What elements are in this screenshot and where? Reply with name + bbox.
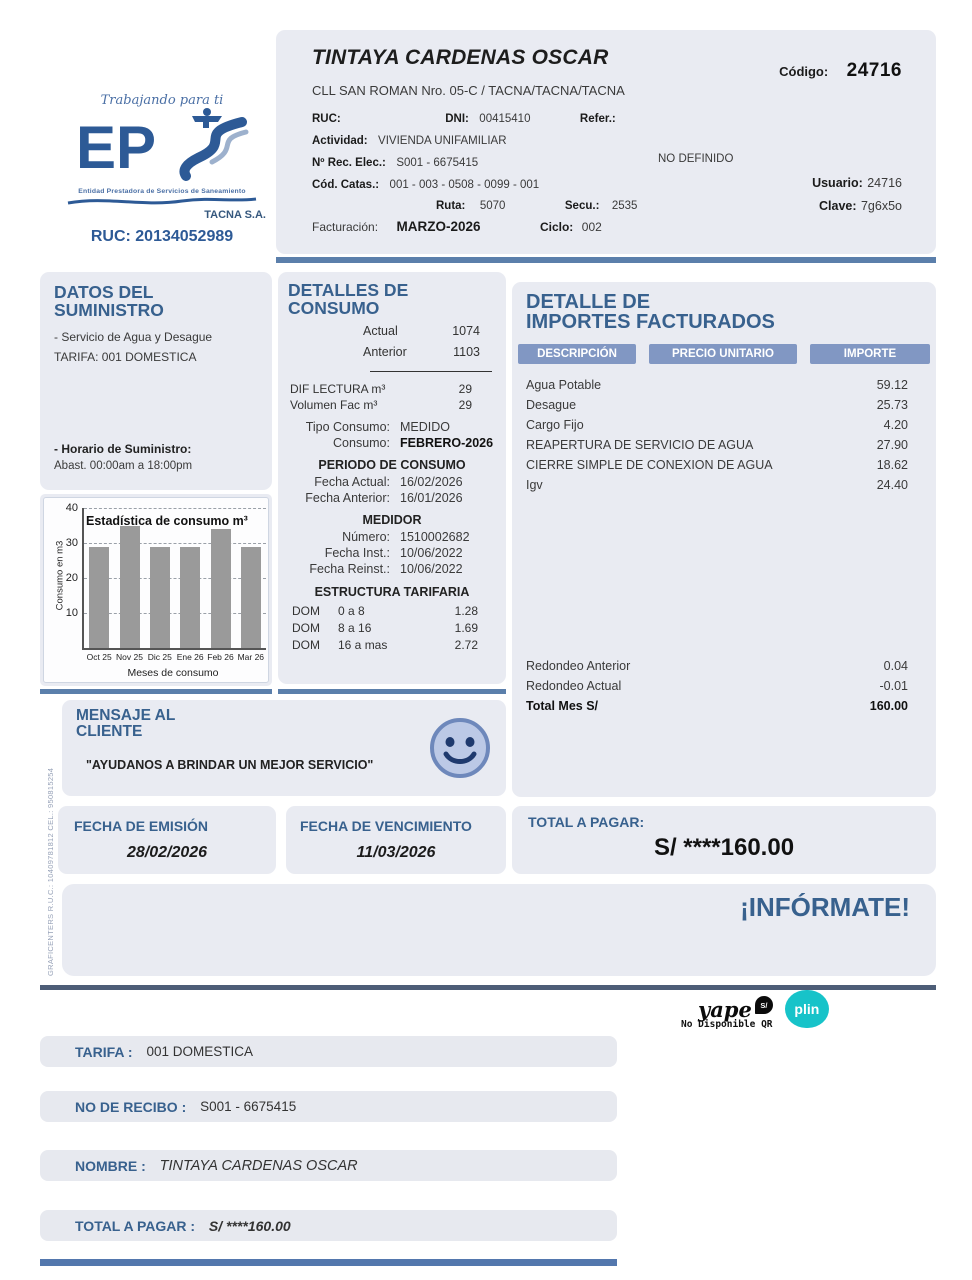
vencimiento-panel (286, 806, 506, 874)
nombre-row-value: TINTAYA CARDENAS OSCAR (159, 1157, 358, 1174)
no-definido: NO DEFINIDO (658, 153, 734, 165)
suministro-panel (40, 272, 272, 490)
codigo-value: 24716 (846, 60, 902, 81)
importe-amount: 4.20 (883, 418, 908, 432)
chart-xtick: Ene 26 (176, 652, 204, 662)
numero-label: Número: (342, 530, 390, 544)
redondeo-anterior-label: Redondeo Anterior (526, 659, 631, 673)
nombre-row (40, 1150, 617, 1181)
informate-text: ¡INFÓRMATE! (740, 892, 910, 922)
actividad-value: VIVIENDA UNIFAMILIAR (378, 135, 507, 147)
reinst-label: Fecha Reinst.: (309, 562, 390, 576)
tipo-label: Tipo Consumo: (305, 420, 390, 434)
ciclo-value: 002 (581, 220, 602, 234)
tarifaria-price: 1.28 (454, 604, 478, 618)
dni-label: DNI: (445, 113, 469, 125)
secu-value: 2535 (611, 200, 638, 212)
logo-ruc: RUC: 20134052989 (90, 228, 234, 245)
importes-panel (512, 282, 936, 797)
eps-logo-icon (74, 108, 250, 182)
vencimiento-value: 11/03/2026 (356, 844, 436, 861)
importe-amount: 59.12 (876, 378, 908, 392)
col-descripcion: DESCRIPCIÓN (518, 344, 636, 364)
chart-xtick: Oct 25 (86, 652, 112, 662)
chart-bar (120, 526, 140, 649)
tarifa-row-value: 001 DOMESTICA (146, 1044, 253, 1059)
customer-name: TINTAYA CARDENAS OSCAR (312, 46, 609, 69)
svg-text:EP: EP (76, 114, 157, 181)
suministro-tarifa: TARIFA: 001 DOMESTICA (54, 350, 197, 364)
no-qr-text: No Disponible QR (681, 1019, 773, 1030)
total-row-value: S/ ****160.00 (208, 1217, 291, 1234)
rec-elec-label: Nº Rec. Elec.: (312, 157, 386, 169)
clave-value: 7g6x5o (860, 199, 902, 213)
vol-value: 29 (458, 398, 472, 412)
tarifaria-price: 1.69 (454, 621, 478, 635)
total-mes-label: Total Mes S/ (526, 699, 599, 713)
fecha-actual-value: 16/02/2026 (400, 475, 463, 489)
col-importe: IMPORTE (810, 344, 930, 364)
importe-amount: 27.90 (876, 438, 908, 452)
catas-value: 001 - 003 - 0508 - 0099 - 001 (389, 179, 540, 191)
importe-desc: CIERRE SIMPLE DE CONEXION DE AGUA (526, 458, 773, 472)
vencimiento-label: FECHA DE VENCIMIENTO (300, 818, 472, 834)
chart-xlabel: Meses de consumo (127, 667, 219, 679)
importe-amount: 18.62 (876, 458, 908, 472)
importe-desc: Agua Potable (526, 378, 602, 392)
chart-xtick: Mar 26 (237, 652, 265, 662)
codigo-label: Código: (779, 64, 829, 79)
mensaje-text: "AYUDANOS A BRINDAR UN MEJOR SERVICIO" (86, 758, 374, 772)
left-col-divider (40, 689, 272, 694)
importe-amount: 24.40 (876, 478, 908, 492)
printer-credit: GRAFICENTERS R.U.C.: 10409781812 CEL.: 950815254 (46, 767, 55, 976)
ciclo-label: Ciclo: (539, 220, 574, 234)
clave-label: Clave: (819, 199, 857, 213)
tarifaria-range: 16 a mas (338, 638, 388, 652)
inst-label: Fecha Inst.: (324, 546, 390, 560)
chart-xtick: Dic 25 (147, 652, 172, 662)
inst-value: 10/06/2022 (400, 546, 463, 560)
importes-title-1: DETALLE DE (526, 291, 651, 313)
chart-plot (65, 502, 266, 662)
total-pagar-panel (512, 806, 936, 874)
s-swoosh (185, 122, 243, 176)
logo-subtitle: Entidad Prestadora de Servicios de Saneamiento (78, 188, 246, 195)
mensaje-panel (62, 700, 506, 796)
emision-value: 28/02/2026 (126, 844, 208, 861)
total-row (40, 1210, 617, 1241)
importe-row (512, 455, 936, 475)
tarifaria-range: 8 a 16 (338, 621, 372, 635)
total-mes-value: 160.00 (869, 699, 908, 713)
importe-desc: REAPERTURA DE SERVICIO DE AGUA (526, 438, 754, 452)
logo-tagline: Trabajando para ti (100, 93, 224, 108)
chart-ytick: 20 (65, 572, 78, 584)
chart-bar (150, 547, 170, 649)
chart-bar (180, 547, 200, 649)
customer-address: CLL SAN ROMAN Nro. 05-C / TACNA/TACNA/TACNA (312, 83, 625, 98)
total-mes-row (512, 696, 936, 716)
chart-ytick: 40 (65, 502, 78, 514)
horario-value: Abast. 00:00am a 18:00pm (54, 460, 193, 472)
chart-bar (89, 547, 109, 649)
horario-label: - Horario de Suministro: (54, 442, 192, 456)
chart-gridline (84, 578, 266, 579)
importe-row (512, 435, 936, 455)
fecha-anterior-label: Fecha Anterior: (305, 491, 390, 505)
suministro-servicio: - Servicio de Agua y Desague (54, 330, 213, 344)
chart-bar (241, 547, 261, 649)
tarifaria-row (278, 621, 506, 635)
consumo-title-1: DETALLES DE (288, 280, 409, 300)
logo-city: TACNA S.A. (204, 209, 266, 221)
actividad-label: Actividad: (312, 135, 368, 147)
recibo-row (40, 1091, 617, 1122)
eps-logo (58, 93, 266, 246)
dni-value: 00415410 (479, 113, 531, 125)
rec-elec-value: S001 - 6675415 (396, 157, 479, 169)
fecha-actual-label: Fecha Actual: (314, 475, 390, 489)
importe-row (512, 375, 936, 395)
reinst-value: 10/06/2022 (400, 562, 463, 576)
smiley-icon (428, 716, 492, 780)
total-pagar-value: S/ ****160.00 (653, 834, 795, 861)
tarifaria-cat: DOM (292, 638, 320, 652)
importe-row (512, 395, 936, 415)
importe-desc: Desague (526, 398, 577, 412)
chart-xtick: Nov 25 (116, 652, 143, 662)
actual-label: Actual (363, 324, 398, 338)
total-row-label: TOTAL A PAGAR : (75, 1217, 199, 1234)
bottom-divider (40, 1259, 617, 1266)
mensaje-title-2: CLIENTE (76, 722, 143, 740)
redondeo-anterior-value: 0.04 (883, 659, 908, 673)
importe-row (512, 415, 936, 435)
consumo-mes-value: FEBRERO-2026 (400, 436, 494, 450)
chart-gridline (84, 508, 266, 509)
ruc-label: RUC: (312, 113, 341, 125)
chart-gridline (84, 543, 266, 544)
actual-value: 1074 (452, 324, 480, 338)
facturacion-label: Facturación: (312, 220, 379, 234)
ruta-label: Ruta: (436, 200, 466, 212)
ruta-value: 5070 (479, 200, 506, 212)
recibo-row-value: S001 - 6675415 (200, 1099, 297, 1114)
refer-label: Refer.: (579, 113, 616, 125)
emision-label: FECHA DE EMISIÓN (74, 818, 209, 834)
anterior-value: 1103 (453, 345, 480, 359)
redondeo-actual-value: -0.01 (879, 679, 908, 693)
usuario-label: Usuario: (812, 176, 863, 190)
tarifaria-cat: DOM (292, 621, 320, 635)
chart-ytick: 30 (65, 537, 78, 549)
vol-label: Volumen Fac m³ (290, 398, 378, 412)
catas-label: Cód. Catas.: (312, 179, 380, 191)
logo-wave-icon (62, 196, 262, 208)
consumo-title-2: CONSUMO (288, 297, 380, 318)
tarifa-row (40, 1036, 617, 1067)
plin-logo: plin (785, 990, 829, 1028)
recibo-row-label: NO DE RECIBO : (75, 1098, 191, 1115)
periodo-title: PERIODO DE CONSUMO (318, 458, 466, 472)
importe-amount: 25.73 (876, 398, 908, 412)
chart-bar (211, 529, 231, 648)
importe-desc: Igv (526, 478, 543, 492)
chart-ytick: 10 (65, 607, 78, 619)
fecha-anterior-value: 16/01/2026 (400, 491, 463, 505)
dif-label: DIF LECTURA m³ (290, 382, 386, 396)
tarifaria-row (278, 604, 506, 618)
consumption-chart (43, 497, 269, 683)
informate-panel (62, 884, 936, 976)
suministro-title-2: SUMINISTRO (54, 299, 164, 320)
nombre-row-label: NOMBRE : (75, 1157, 150, 1174)
header-divider (276, 257, 936, 263)
usuario-value: 24716 (867, 176, 902, 190)
total-pagar-label: TOTAL A PAGAR: (528, 814, 645, 830)
secu-label: Secu.: (564, 200, 600, 212)
importes-title-2: IMPORTES FACTURADOS (526, 311, 775, 334)
medidor-title: MEDIDOR (362, 513, 422, 527)
importe-row (512, 475, 936, 495)
tipo-value: MEDIDO (400, 420, 450, 434)
redondeo-anterior-row (512, 656, 936, 676)
mensaje-title-1: MENSAJE AL (76, 707, 176, 724)
importe-desc: Cargo Fijo (526, 418, 584, 432)
chart-panel (40, 494, 272, 686)
yape-logo: yape (698, 996, 752, 1022)
tarifa-row-label: TARIFA : (75, 1043, 137, 1060)
chart-title: Estadística de consumo m³ (86, 514, 248, 528)
header-panel (276, 30, 936, 254)
anterior-label: Anterior (363, 345, 407, 359)
redondeo-actual-row (512, 676, 936, 696)
emision-panel (58, 806, 276, 874)
numero-value: 1510002682 (400, 530, 470, 544)
tarifaria-row (278, 638, 506, 652)
chart-xtick: Feb 26 (207, 652, 234, 662)
mid-col-divider (278, 689, 506, 694)
suministro-title-1: DATOS DEL (54, 282, 154, 302)
consumo-mes-label: Consumo: (333, 436, 390, 450)
tarifaria-price: 2.72 (454, 638, 478, 652)
facturacion-value: MARZO-2026 (396, 219, 481, 234)
dif-value: 29 (458, 382, 472, 396)
chart-ylabel: Consumo en m3 (54, 540, 66, 611)
reading-divider (370, 371, 492, 372)
tarifaria-cat: DOM (292, 604, 320, 618)
col-precio-unitario: PRECIO UNITARIO (649, 344, 797, 364)
redondeo-actual-label: Redondeo Actual (526, 679, 622, 693)
consumo-panel (278, 272, 506, 684)
chart-gridline (84, 613, 266, 614)
estructura-title: ESTRUCTURA TARIFARIA (314, 585, 470, 599)
yape-badge-icon: S/ (755, 996, 773, 1014)
tarifaria-range: 0 a 8 (338, 604, 365, 618)
